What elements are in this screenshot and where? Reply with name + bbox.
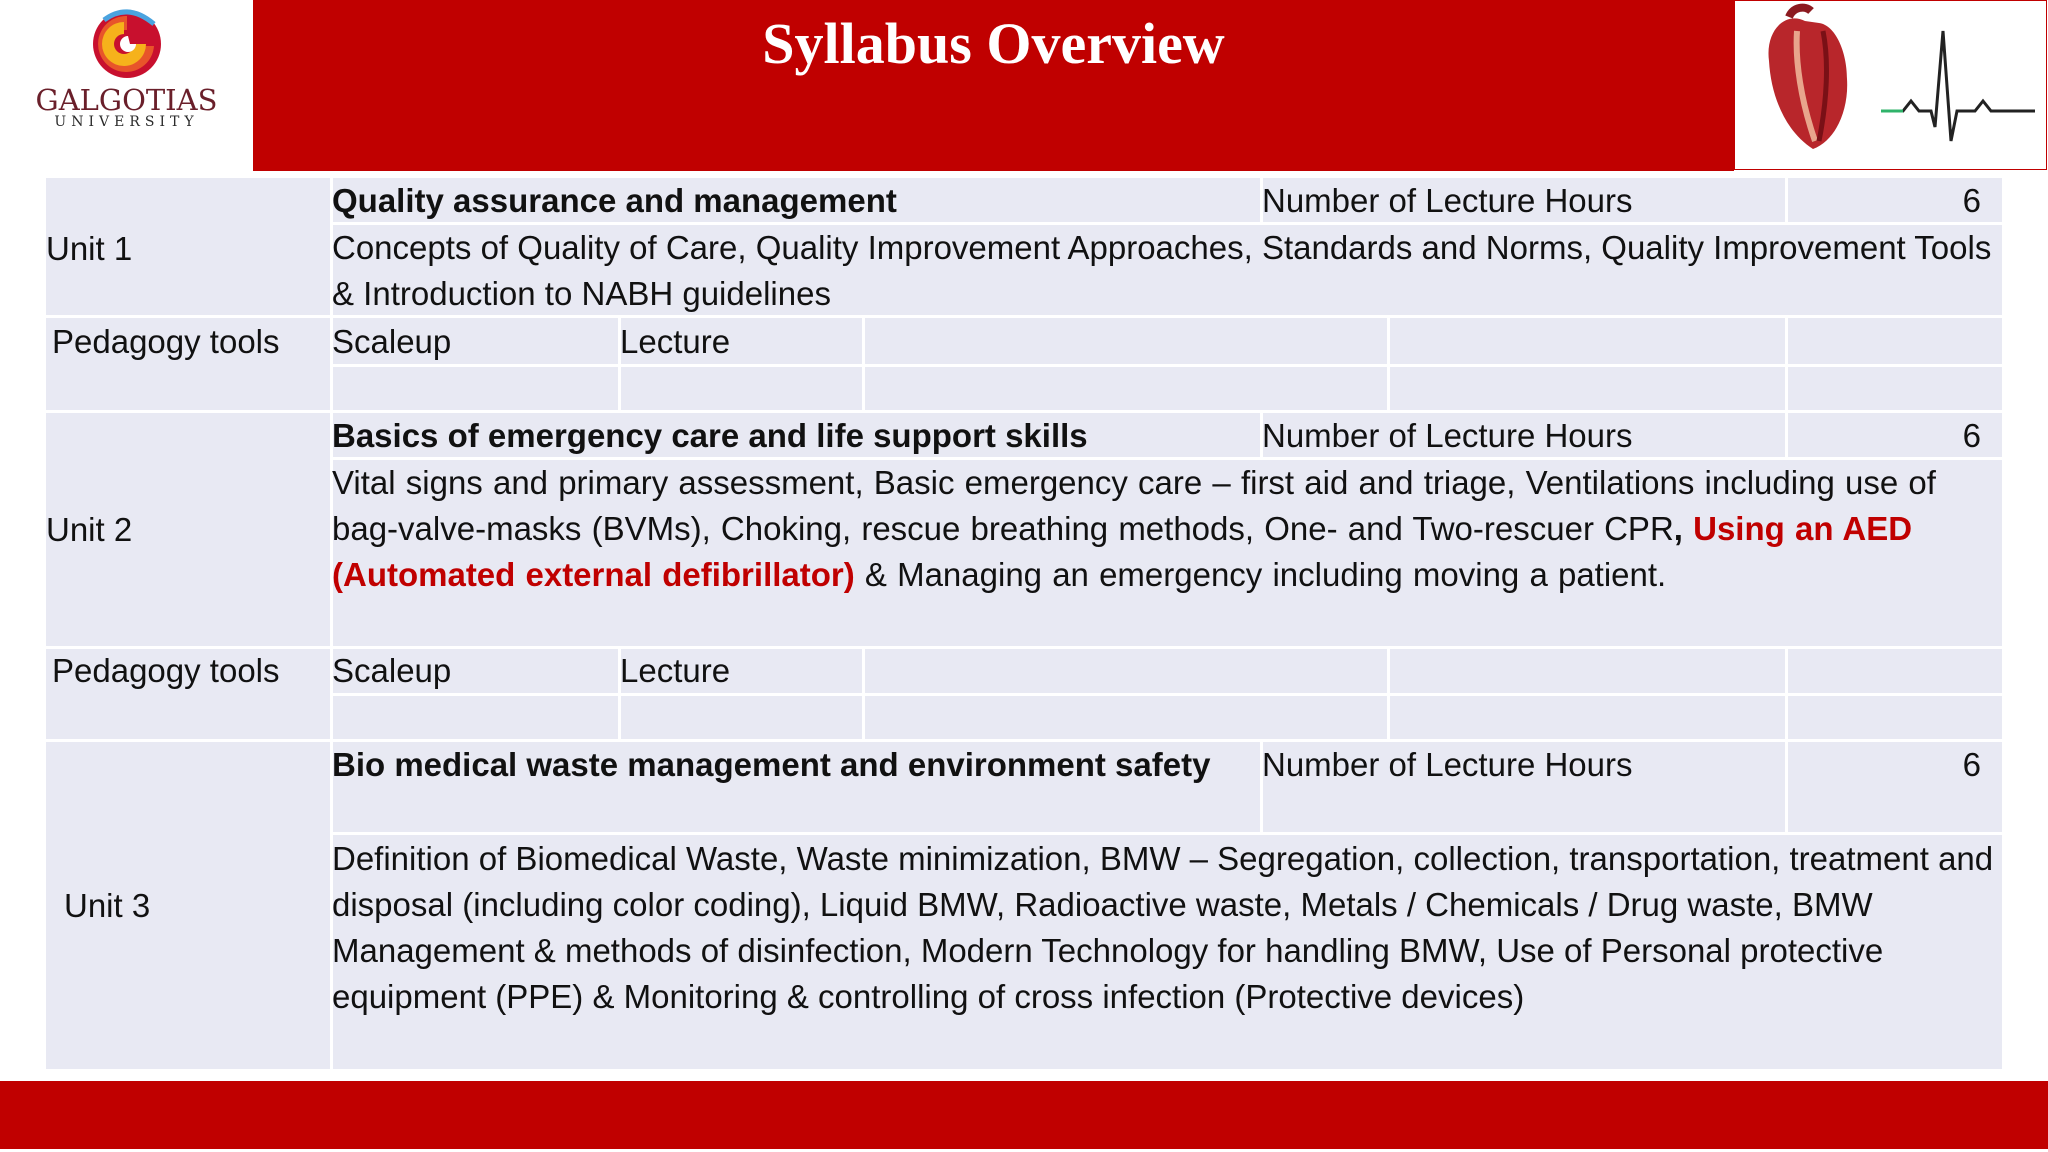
unit-3-title: Bio medical waste management and environment safety	[332, 746, 1211, 783]
heart-ecg-illustration	[1734, 0, 2047, 170]
unit-2-title: Basics of emergency care and life support skills	[332, 417, 1088, 454]
university-logo	[0, 0, 253, 171]
galgotias-logo-icon	[84, 6, 170, 82]
heart-icon	[1735, 1, 2046, 169]
header-band	[253, 0, 1734, 171]
unit-2-description	[332, 460, 2002, 598]
unit-2-hours-label: Number of Lecture Hours	[1262, 417, 1633, 454]
logo-subtitle: UNIVERSITY	[54, 114, 199, 130]
unit-1-description: Concepts of Quality of Care, Quality Improvement Approaches, Standards and Norms, Quality Improvement Tools & Introduction to NABH guidelines	[332, 229, 1992, 312]
unit-3-hours-value: 6	[1962, 746, 1981, 783]
unit-2-label: Unit 2	[46, 511, 133, 548]
unit-3-hours-label: Number of Lecture Hours	[1262, 746, 1633, 783]
ecg-line-icon	[1881, 31, 2035, 141]
unit-1-hours-label: Number of Lecture Hours	[1262, 182, 1633, 219]
unit-1-hours-value: 6	[1962, 182, 1981, 219]
syllabus-table	[46, 178, 2002, 1069]
unit-3-label: Unit 3	[64, 887, 151, 924]
unit-2-description-highlight: Using an AED (Automated external defibrillator)	[332, 510, 1913, 593]
logo-name: GALGOTIAS	[35, 83, 218, 117]
unit-1-pedagogy-tool: Scaleup	[332, 323, 452, 360]
unit-2-pedagogy-label: Pedagogy tools	[52, 652, 280, 689]
unit-2-description-comma: ,	[1673, 510, 1683, 547]
unit-1-label: Unit 1	[46, 230, 133, 267]
unit-2-description-tail: & Managing an emergency including moving a patient.	[864, 556, 1667, 593]
unit-2-pedagogy-tool: Lecture	[620, 652, 731, 689]
unit-1-pedagogy-label: Pedagogy tools	[52, 323, 280, 360]
unit-3-description: Definition of Biomedical Waste, Waste minimization, BMW – Segregation, collection, transportation, treatment and disposal (including color coding), Liquid BMW, Radioactive waste, Metals / Chemicals / Drug waste, BMW Management & methods of disinfection, Modern Technology for handling BMW, Use of Personal protective equipment (PPE) & Monitoring & controlling of cross infection (Protective devices)	[332, 840, 1994, 1015]
page-title: Syllabus Overview	[762, 11, 1225, 76]
unit-2-pedagogy-tool: Scaleup	[332, 652, 452, 689]
unit-2-description-text: Vital signs and primary assessment, Basic emergency care – first aid and triage, Ventilations including use of bag-valve-masks (BVMs), Choking, rescue breathing methods, One- and Two-rescuer CPR	[332, 464, 1936, 547]
footer-band	[0, 1081, 2048, 1149]
unit-2-hours-value: 6	[1962, 417, 1981, 454]
unit-1-pedagogy-tool: Lecture	[620, 323, 731, 360]
unit-1-title: Quality assurance and management	[332, 182, 897, 219]
